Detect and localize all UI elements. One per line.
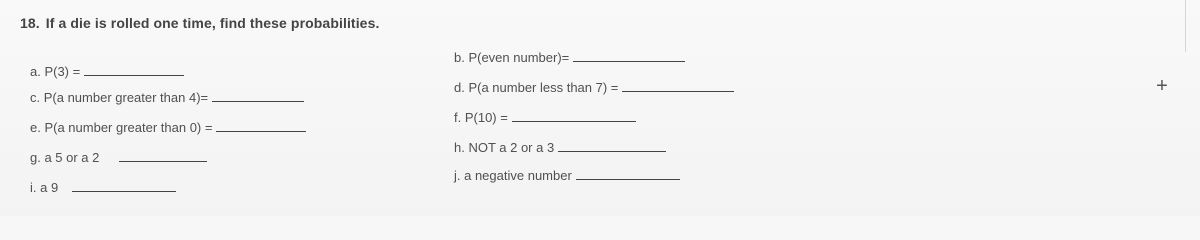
item-b-answer-blank[interactable] — [573, 60, 685, 62]
item-j-answer-blank[interactable] — [576, 178, 680, 180]
item-b-label: b. P(even number)= — [454, 50, 570, 65]
question-number: 18. — [20, 15, 40, 31]
item-d — [454, 80, 734, 95]
item-j-label: j. a negative number — [454, 168, 572, 183]
item-f — [454, 110, 636, 125]
item-j — [454, 168, 680, 183]
question-title — [20, 15, 379, 31]
item-f-answer-blank[interactable] — [512, 120, 636, 122]
item-g-answer-blank[interactable] — [119, 160, 207, 162]
item-e-label: e. P(a number greater than 0) = — [30, 120, 213, 135]
item-a-label: a. P(3) = — [30, 64, 81, 79]
item-a-answer-blank[interactable] — [84, 74, 184, 76]
item-h — [454, 140, 666, 155]
item-f-label: f. P(10) = — [454, 110, 508, 125]
item-c-answer-blank[interactable] — [212, 100, 304, 102]
item-i-label: i. a 9 — [30, 180, 59, 195]
item-h-answer-blank[interactable] — [558, 150, 666, 152]
item-b — [454, 50, 685, 65]
item-d-answer-blank[interactable] — [622, 90, 734, 92]
item-a — [30, 64, 184, 79]
plus-icon[interactable]: + — [1156, 75, 1168, 97]
item-e — [30, 120, 306, 135]
item-c — [30, 90, 304, 105]
item-e-answer-blank[interactable] — [216, 130, 306, 132]
item-d-label: d. P(a number less than 7) = — [454, 80, 619, 95]
item-h-label: h. NOT a 2 or a 3 — [454, 140, 555, 155]
item-c-label: c. P(a number greater than 4)= — [30, 90, 209, 105]
question-text: If a die is rolled one time, find these probabilities. — [45, 15, 380, 31]
item-g-label: g. a 5 or a 2 — [30, 150, 100, 165]
page-edge-divider — [1185, 0, 1186, 52]
item-i — [30, 180, 176, 195]
item-i-answer-blank[interactable] — [72, 190, 176, 192]
item-g — [30, 150, 207, 165]
